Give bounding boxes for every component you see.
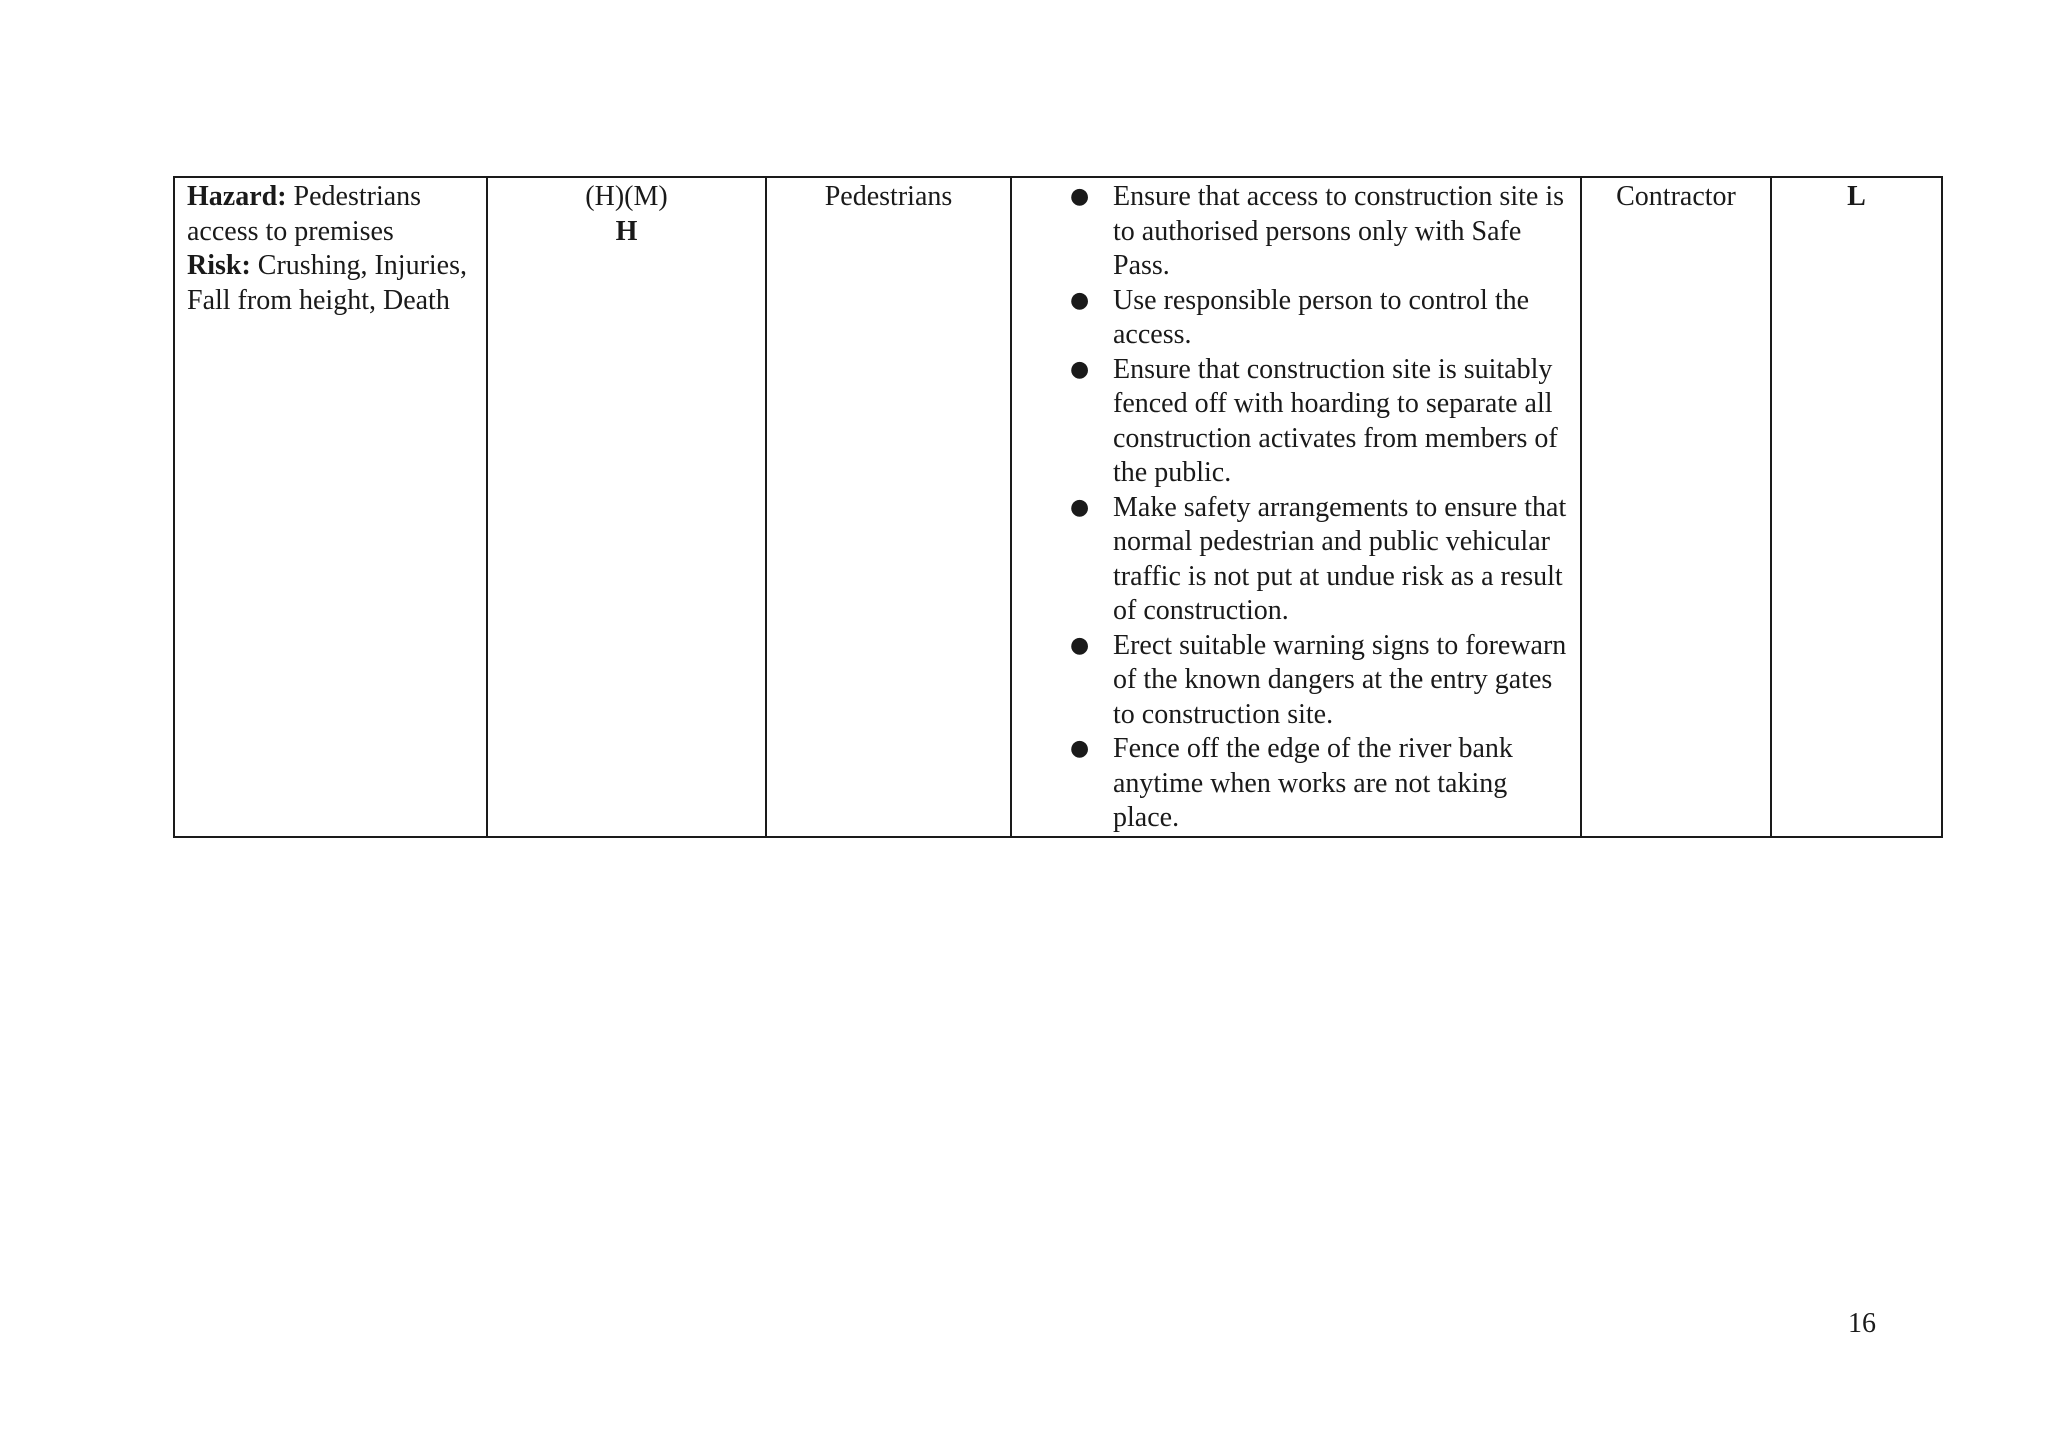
bullet-icon: ● (1070, 287, 1090, 313)
control-measure-text: Erect suitable warning signs to forewarn of the known dangers at the entry gates to construction site. (1113, 629, 1567, 730)
list-item (1024, 353, 1570, 491)
risk-text: Crushing, Injuries, Fall from height, Death (187, 250, 468, 316)
hazard-text: Pedestrians access to premises (187, 181, 422, 247)
control-measure-text: Use responsible person to control the access. (1113, 284, 1530, 350)
risk-rating-cell (487, 177, 766, 837)
control-measure-text: Ensure that construction site is suitably fenced off with hoarding to separate all construction activates from members of the public. (1113, 353, 1558, 488)
bullet-icon: ● (1070, 356, 1090, 382)
control-measures-list (1024, 180, 1570, 836)
list-item (1024, 491, 1570, 629)
page-number: 16 (1848, 1308, 1876, 1339)
hazard-label: Hazard: (187, 181, 287, 212)
bullet-icon: ● (1070, 184, 1090, 209)
list-item (1024, 284, 1570, 353)
hazard-risk-cell (174, 177, 487, 837)
list-item (1024, 629, 1570, 733)
risk-assessment-table (173, 176, 1943, 838)
residual-risk-cell (1771, 177, 1942, 837)
responsible-person: Contractor (1616, 181, 1736, 212)
control-measure-text: Make safety arrangements to ensure that normal pedestrian and public vehicular traffic is not put at undue risk as a result of construction. (1113, 491, 1567, 626)
residual-risk: L (1847, 181, 1866, 212)
risk-rating-level: H (615, 215, 638, 247)
risk-rating-factors: (H)(M) (585, 181, 668, 212)
persons-at-risk: Pedestrians (824, 181, 953, 212)
list-item (1024, 732, 1570, 836)
persons-at-risk-cell (766, 177, 1011, 837)
table-row (174, 177, 1942, 837)
risk-label: Risk: (187, 250, 251, 281)
control-measures-cell (1011, 177, 1581, 837)
control-measure-text: Fence off the edge of the river bank anytime when works are not taking place. (1113, 733, 1513, 833)
bullet-icon: ● (1070, 632, 1090, 658)
control-measure-text: Ensure that access to construction site is to authorised persons only with Safe Pass. (1113, 181, 1564, 281)
list-item (1024, 180, 1570, 284)
responsible-person-cell (1581, 177, 1771, 837)
bullet-icon: ● (1070, 494, 1090, 520)
bullet-icon: ● (1070, 736, 1090, 761)
